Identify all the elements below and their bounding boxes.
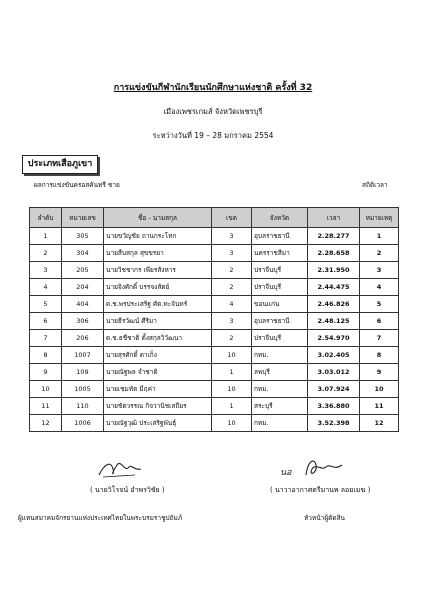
row-time: 2.54.970 [308,330,360,347]
table-row [30,330,399,347]
row-time: 2.48.125 [308,313,360,330]
row-number: 204 [62,279,104,296]
row-number: 404 [62,296,104,313]
event-dates: ระหว่างวันที่ 19 – 28 มกราคม 2554 [152,131,274,140]
row-name: นายธีรวัฒน์ ศีริมา [104,313,212,330]
column-header-province: จังหวัด [252,208,308,228]
row-name: นายณัฐวุฒิ ประเสริฐพันธุ์ [104,415,212,432]
table-row [30,364,399,381]
column-header-number: หมายเลข [62,208,104,228]
row-order: 10 [30,381,62,398]
row-province: ปราจีนบุรี [252,330,308,347]
row-rank: 4 [360,279,399,296]
row-order: 4 [30,279,62,296]
row-province: อุบลราชธานี [252,313,308,330]
column-header-name: ชื่อ - นามสกุล [104,208,212,228]
row-rank: 12 [360,415,399,432]
row-province: ปราจีนบุรี [252,262,308,279]
results-table [29,207,399,432]
row-order: 2 [30,245,62,262]
row-province: กทม. [252,347,308,364]
row-number: 304 [62,245,104,262]
row-province: นครราชสีมา [252,245,308,262]
right-signatory-title: หัวหน้าผู้ตัดสิน [304,514,345,522]
row-order: 1 [30,228,62,245]
row-number: 1005 [62,381,104,398]
row-number: 306 [62,313,104,330]
right-signature-mark: นอ [280,468,292,478]
row-name: นายชัตวรรณ กิจวานิชเสถียร [104,398,212,415]
column-header-time: เวลา [308,208,360,228]
row-time: 2.44.475 [308,279,360,296]
row-region: 2 [212,330,252,347]
row-number: 1007 [62,347,104,364]
row-province: สระบุรี [252,398,308,415]
event-title: การแข่งขันกีฬานักเรียนนักศึกษาแห่งชาติ ครั้งที่ 32 [113,83,313,93]
column-header-order: ลำดับ [30,208,62,228]
left-signatory-title: ผู้แทนสมาคมจักรยานแห่งประเทศไทยในพระบรมราชูปถัมภ์ [18,514,183,522]
table-row [30,313,399,330]
table-row [30,381,399,398]
row-rank: 8 [360,347,399,364]
row-time: 2.28.658 [308,245,360,262]
row-rank: 10 [360,381,399,398]
row-time: 2.28.277 [308,228,360,245]
row-time: 3.07.924 [308,381,360,398]
row-number: 305 [62,228,104,245]
row-number: 109 [62,364,104,381]
table-row [30,279,399,296]
row-rank: 3 [360,262,399,279]
row-province: ขอนแก่น [252,296,308,313]
row-name: นายสืบสกุล สุขขรยา [104,245,212,262]
row-province: กทม. [252,415,308,432]
row-rank: 11 [360,398,399,415]
row-name: นายณัฐพล จำชาติ [104,364,212,381]
row-order: 5 [30,296,62,313]
row-order: 12 [30,415,62,432]
row-number: 205 [62,262,104,279]
row-time: 2.31.950 [308,262,360,279]
row-rank: 2 [360,245,399,262]
table-row [30,262,399,279]
table-row [30,347,399,364]
row-order: 11 [30,398,62,415]
row-order: 6 [30,313,62,330]
row-region: 2 [212,262,252,279]
column-header-region: เขต [212,208,252,228]
record-label: สถิติเวลา [362,181,388,189]
table-row [30,415,399,432]
row-region: 10 [212,381,252,398]
row-province: ลพบุรี [252,364,308,381]
row-order: 7 [30,330,62,347]
row-region: 4 [212,296,252,313]
column-header-rank: หมายเหตุ [360,208,399,228]
row-number: 1006 [62,415,104,432]
row-name: ด.ช.ธชีชาติ ตั้งสกุลวิวัฒนา [104,330,212,347]
row-number: 110 [62,398,104,415]
row-region: 2 [212,279,252,296]
row-province: กทม. [252,381,308,398]
row-name: นายเชมทัต มีฤค่า [104,381,212,398]
row-time: 3.36.880 [308,398,360,415]
row-order: 8 [30,347,62,364]
row-number: 206 [62,330,104,347]
category-subtitle: ผลการแข่งขันครอสคันทรี ชาย [34,181,120,189]
table-row [30,296,399,313]
row-rank: 5 [360,296,399,313]
right-signature-image [278,455,348,481]
row-region: 10 [212,415,252,432]
row-region: 3 [212,313,252,330]
row-region: 3 [212,245,252,262]
row-time: 2.46.826 [308,296,360,313]
row-name: นายวิชชากร เพียรสังหาร [104,262,212,279]
table-row [30,398,399,415]
left-signature-image [95,455,145,481]
row-region: 3 [212,228,252,245]
row-region: 1 [212,364,252,381]
row-region: 1 [212,398,252,415]
row-name: นายสุรศักดิ์ ตาเก็ง [104,347,212,364]
row-province: อุบลราชธานี [252,228,308,245]
row-time: 3.52.398 [308,415,360,432]
category-title: ประเภทเสือภูเขา [22,155,98,174]
row-rank: 1 [360,228,399,245]
row-order: 3 [30,262,62,279]
row-province: ปราจีนบุรี [252,279,308,296]
table-row [30,228,399,245]
event-venue: เมืองเพชรเกมส์ จังหวัดเพชรบุรี [163,107,263,116]
row-name: นายจิงศักดิ์ บรรจงสัตย์ [104,279,212,296]
table-row [30,245,399,262]
row-order: 9 [30,364,62,381]
row-rank: 6 [360,313,399,330]
row-time: 3.02.405 [308,347,360,364]
row-rank: 7 [360,330,399,347]
row-name: นายขวัญชัย ถานกระโทก [104,228,212,245]
right-signatory-name: ( นาวาอากาศตรีมานพ ลอยเมฆ ) [270,486,371,494]
row-name: ด.ช.พรประเสริฐ ศัต.ทะจันทร์ [104,296,212,313]
left-signatory-name: ( นายวิโรจน์ อำพรวิชัย ) [90,486,165,494]
row-time: 3.03.012 [308,364,360,381]
row-region: 10 [212,347,252,364]
row-rank: 9 [360,364,399,381]
table-header-row [30,208,399,228]
